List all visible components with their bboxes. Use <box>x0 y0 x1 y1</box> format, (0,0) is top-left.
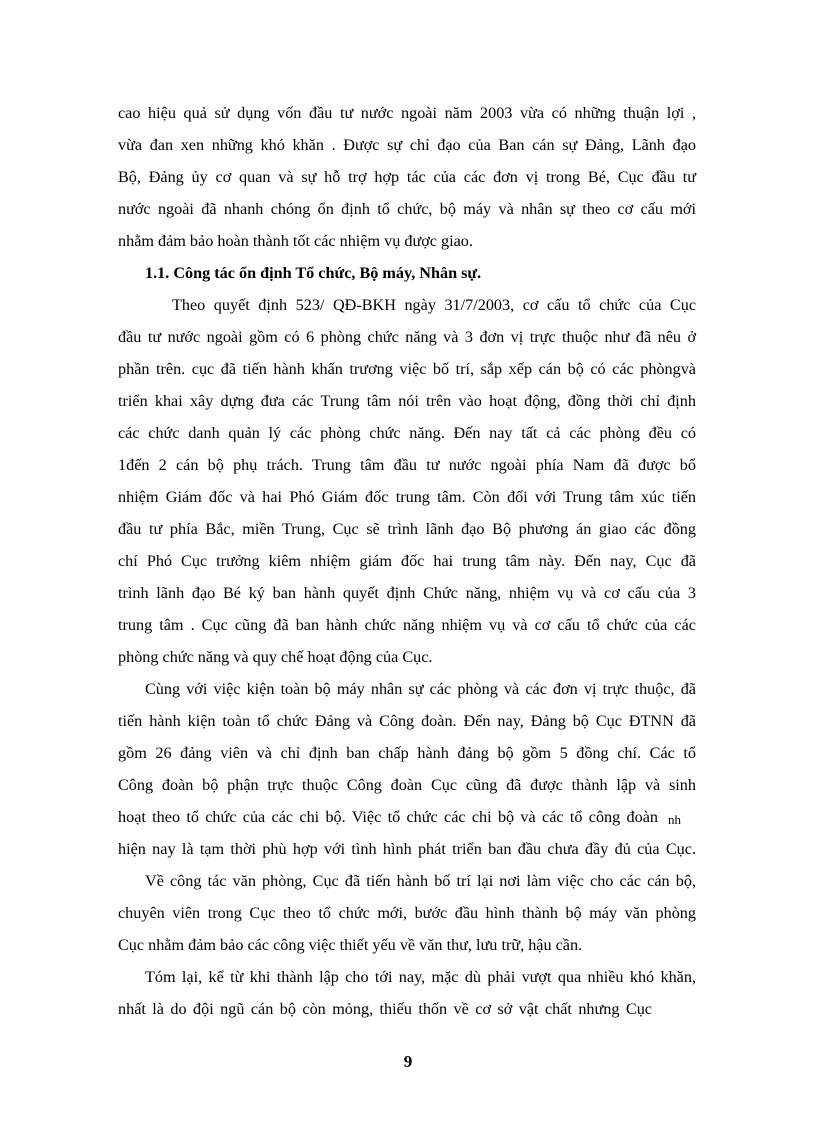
text-line: Theo quyết định 523/ QĐ-BKH ngày 31/7/2003, cơ cấu tổ chức của Cục <box>172 296 696 314</box>
text-line: nhằm đảm bảo hoàn thành tốt các nhiệm vụ được giao. <box>118 232 473 250</box>
text-line: trình lãnh đạo Bé ký ban hành quyết định Chức năng, nhiệm vụ và cơ cấu của 3 <box>118 584 696 602</box>
text-line: vừa đan xen những khó khăn . Được sự chỉ đạo của Ban cán sự Đảng, Lãnh đạo <box>118 136 696 154</box>
text-line: trung tâm . Cục cũng đã ban hành chức năng nhiệm vụ và cơ cấu tổ chức của các <box>118 616 696 634</box>
text-line: hoạt theo tổ chức của các chi bộ. Việc tổ chức các chi bộ và các tổ công đoàn <box>118 808 658 826</box>
text-line: nhiệm Giám đốc và hai Phó Giám đốc trung tâm. Còn đối với Trung tâm xúc tiến <box>118 488 696 506</box>
text-line: chí Phó Cục trưởng kiêm nhiệm giám đốc hai trung tâm này. Đến nay, Cục đã <box>118 552 696 570</box>
text-line: Cục nhằm đảm bảo các công việc thiết yếu về văn thư, lưu trữ, hậu cần. <box>118 936 583 954</box>
text-line: gồm 26 đảng viên và chỉ định ban chấp hành đảng bộ gồm 5 đồng chí. Các tổ <box>118 744 696 762</box>
page-number: 9 <box>403 1052 413 1071</box>
text-line: tiến hành kiện toàn tổ chức Đảng và Công đoàn. Đến nay, Đảng bộ Cục ĐTNN đã <box>118 712 696 730</box>
text-line: đầu tư phía Bắc, miền Trung, Cục sẽ trình lãnh đạo Bộ phương án giao các đồng <box>118 520 696 538</box>
text-line: hiện nay là tạm thời phù hợp với tình hình phát triển ban đầu chưa đầy đủ của Cục. <box>118 840 696 858</box>
text-line: đầu tư nước ngoài gồm có 6 phòng chức năng và 3 đơn vị trực thuộc như đã nêu ở <box>118 328 696 346</box>
text-line: phòng chức năng và quy chế hoạt động của Cục. <box>118 648 433 666</box>
text-line: 1đến 2 cán bộ phụ trách. Trung tâm đầu tư nước ngoài phía Nam đã được bổ <box>118 456 696 474</box>
text-line: Cùng với việc kiện toàn bộ máy nhân sự các phòng và các đơn vị trực thuộc, đã <box>145 680 696 698</box>
text-line: các chức danh quản lý các phòng chức năng. Đến nay tất cả các phòng đều có <box>118 424 696 442</box>
stray-mark: nh <box>668 812 681 827</box>
text-line: cao hiệu quả sử dụng vốn đầu tư nước ngoài năm 2003 vừa có những thuận lợi , <box>118 104 696 122</box>
text-line: Bộ, Đảng ủy cơ quan và sự hỗ trợ hợp tác của các đơn vị trong Bé, Cục đầu tư <box>118 168 696 186</box>
text-line: phần trên. cục đã tiến hành khẩn trương việc bố trí, sắp xếp cán bộ có các phòngvà <box>118 360 696 378</box>
text-line: Về công tác văn phòng, Cục đã tiến hành bố trí lại nơi làm việc cho các cán bộ, <box>145 872 696 890</box>
text-line: nước ngoài đã nhanh chóng ổn định tổ chức, bộ máy và nhân sự theo cơ cấu mới <box>118 200 696 218</box>
text-line: Công đoàn bộ phận trực thuộc Công đoàn Cục cũng đã được thành lập và sinh <box>118 776 696 794</box>
section-heading: 1.1. Công tác ổn định Tổ chức, Bộ máy, Nhân sự. <box>145 264 482 282</box>
text-line: nhất là do đội ngũ cán bộ còn mỏng, thiếu thốn về cơ sở vật chất nhưng Cục <box>118 1000 652 1018</box>
text-line: Tóm lại, kể từ khi thành lập cho tới nay, mặc dù phải vượt qua nhiều khó khăn, <box>145 968 696 986</box>
text-line: triển khai xây dựng đưa các Trung tâm nói trên vào hoạt động, đồng thời chỉ định <box>118 392 696 410</box>
text-line: chuyên viên trong Cục theo tổ chức mới, bước đầu hình thành bộ máy văn phòng <box>118 904 696 922</box>
